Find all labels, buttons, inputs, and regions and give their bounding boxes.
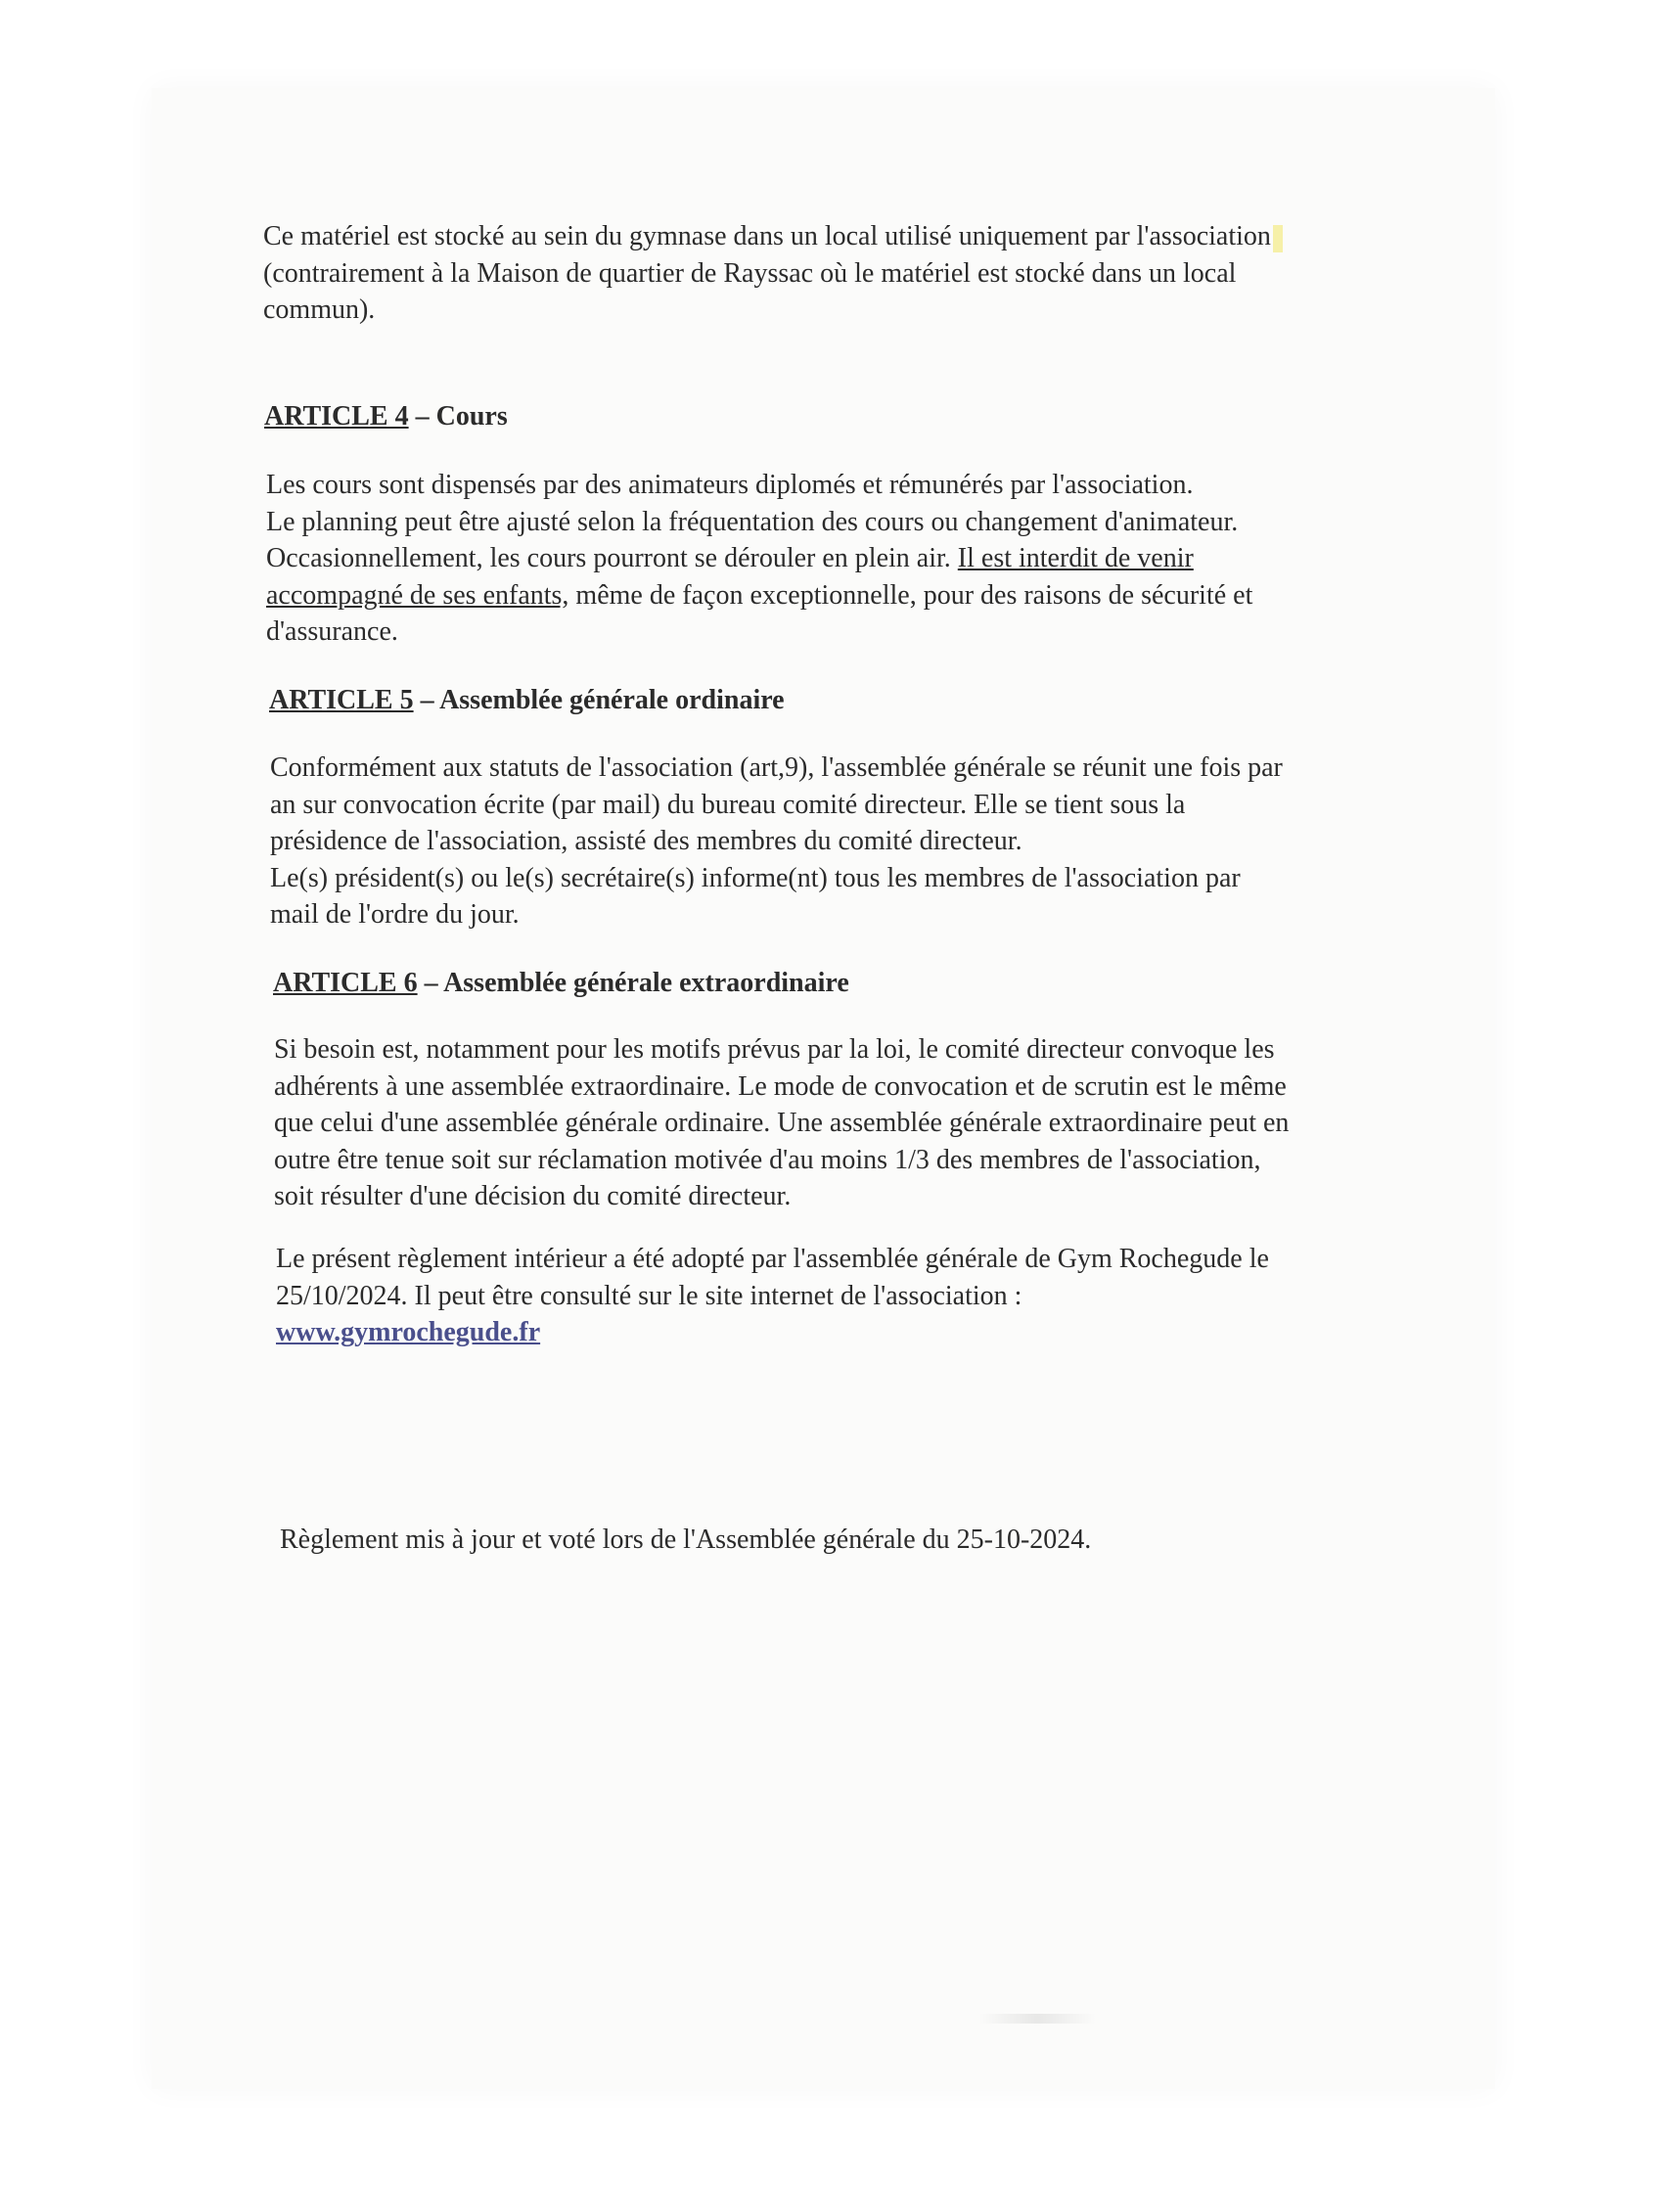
intro-paragraph (263, 218, 1283, 329)
article-5-line-1: Conformément aux statuts de l'association (art,9), l'assemblée générale se réunit une fois par (270, 752, 1283, 783)
article-4-line-4: même de façon exceptionnelle, pour des raisons de sécurité et (568, 579, 1253, 611)
article-5-number: ARTICLE 5 (269, 685, 414, 715)
article-4-prohibition-start: Il est interdit de venir (957, 543, 1194, 573)
article-6-line-2: adhérents à une assemblée extraordinaire. Le mode de convocation et de scrutin est le même (274, 1070, 1287, 1102)
article-4-title: – Cours (408, 401, 508, 432)
article-4-line-1: Les cours sont dispensés par des animateurs diplomés et rémunérés par l'association. (266, 470, 1194, 500)
scan-smudge (978, 2014, 1096, 2024)
article-6-line-5: soit résulter d'une décision du comité directeur. (274, 1181, 792, 1211)
article-6-title: – Assemblée générale extraordinaire (417, 968, 849, 998)
article-6-line-4: outre être tenue soit sur réclamation motivée d'au moins 1/3 des membres de l'association, (274, 1144, 1261, 1175)
article-6-body (274, 1031, 1289, 1215)
article-5-line-5: mail de l'ordre du jour. (270, 899, 520, 930)
article-4-prohibition-end: accompagné de ses enfants, (266, 579, 569, 611)
article-5-line-4: Le(s) président(s) ou le(s) secrétaire(s) informe(nt) tous les membres de l'association par (270, 862, 1241, 893)
article-4-line-5: d'assurance. (266, 616, 398, 647)
article-4-line-2: Le planning peut être ajusté selon la fréquentation des cours ou changement d'animateur. (266, 506, 1239, 537)
article-5-title: – Assemblée générale ordinaire (413, 685, 785, 715)
intro-line-2: (contrairement à la Maison de quartier de Rayssac où le matériel est stocké dans un local (263, 257, 1237, 289)
footer-note (280, 1522, 1091, 1559)
website-link[interactable]: www.gymrochegude.fr (276, 1317, 541, 1347)
article-6-line-1: Si besoin est, notamment pour les motifs prévus par la loi, le comité directeur convoque les (274, 1034, 1275, 1065)
article-4-body (266, 467, 1252, 651)
article-4-heading (264, 399, 508, 434)
article-6-number: ARTICLE 6 (273, 968, 418, 998)
article-5-body (270, 750, 1283, 933)
article-5-line-3: présidence de l'association, assisté des membres du comité directeur. (270, 826, 1022, 856)
adoption-line-1: Le présent règlement intérieur a été adopté par l'assemblée générale de Gym Rochegude le (276, 1244, 1269, 1274)
intro-line-3: commun). (263, 295, 376, 325)
footer-text: Règlement mis à jour et voté lors de l'Assemblée générale du 25-10-2024. (280, 1525, 1092, 1555)
article-5-heading (269, 683, 785, 718)
highlight-mark (1273, 225, 1283, 252)
article-5-line-2: an sur convocation écrite (par mail) du bureau comité directeur. Elle se tient sous la (270, 789, 1186, 820)
adoption-line-2: 25/10/2024. Il peut être consulté sur le site internet de l'association : (276, 1280, 1022, 1311)
adoption-paragraph (276, 1241, 1269, 1351)
article-4-number: ARTICLE 4 (264, 401, 409, 432)
article-4-line-3: Occasionnellement, les cours pourront se dérouler en plein air. (266, 543, 958, 573)
article-6-line-3: que celui d'une assemblée générale ordinaire. Une assemblée générale extraordinaire peut en (274, 1108, 1290, 1138)
article-6-heading (273, 966, 849, 1001)
intro-line-1: Ce matériel est stocké au sein du gymnase dans un local utilisé uniquement par l'association (263, 221, 1271, 251)
